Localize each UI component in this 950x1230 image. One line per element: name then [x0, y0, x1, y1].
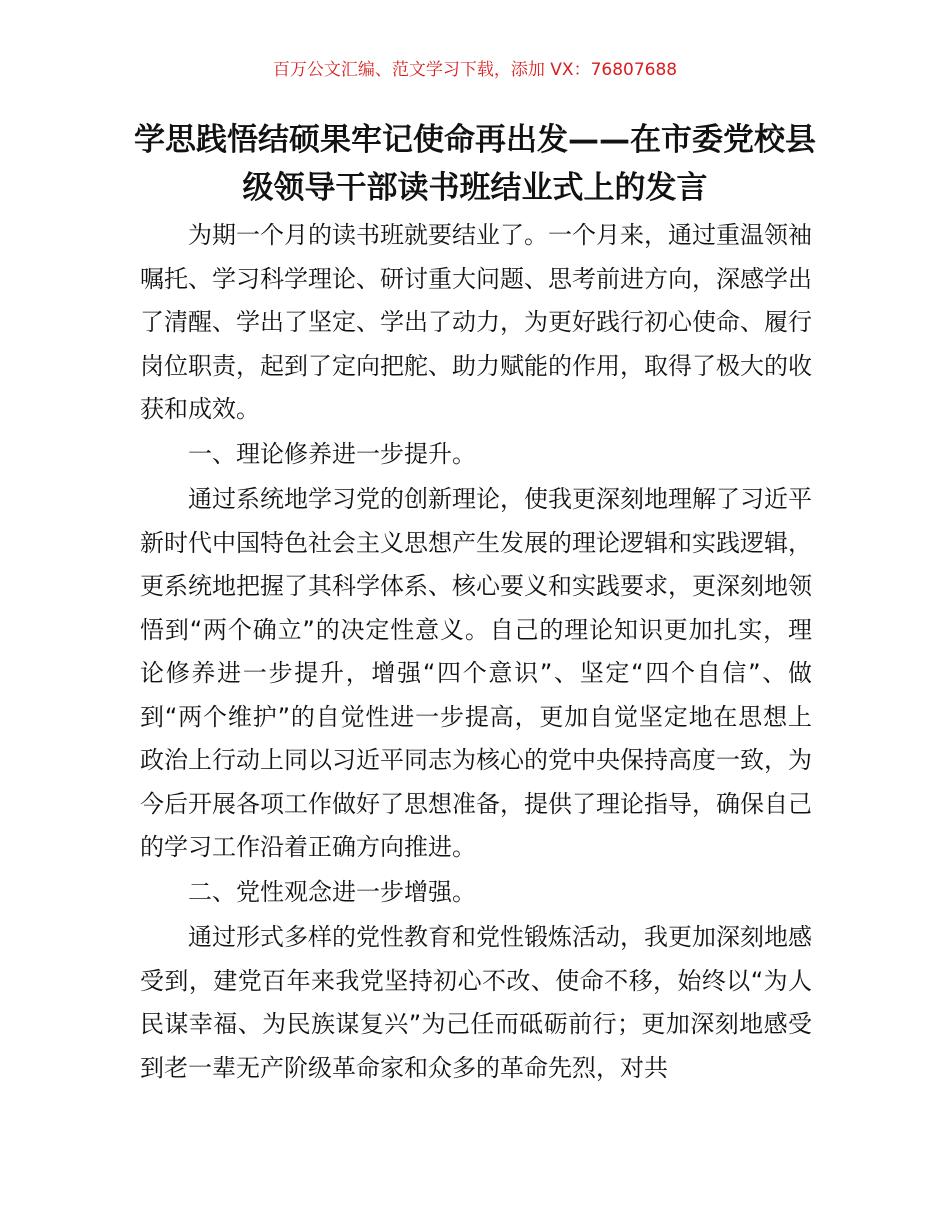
document-body — [140, 214, 812, 1090]
section-heading-1: 一、理论修养进一步提升。 — [188, 440, 476, 468]
header-ad-text: 百万公文汇编、范文学习下载，添加 VX：76807688 — [272, 60, 678, 80]
document-title: 学思践悟结硕果牢记使命再出发——在市委党校县级领导干部读书班结业式上的发言 — [134, 122, 816, 206]
section-body-2: 通过形式多样的党性教育和党性锻炼活动，我更加深刻地感受到，建党百年来我党坚持初心不改、使命不移，始终以“为人民谋幸福、为民族谋复兴”为己任而砥砺前行；更加深刻地感受到老一辈无产阶级革命家和众多的革命先烈，对共 — [140, 923, 812, 1082]
section-body-1: 通过系统地学习党的创新理论，使我更深刻地理解了习近平新时代中国特色社会主义思想产生发展的理论逻辑和实践逻辑，更系统地把握了其科学体系、核心要义和实践要求，更深刻地领悟到“两个确立”的决定性意义。自己的理论知识更加扎实，理论修养进一步提升，增强“四个意识”、坚定“四个自信”、做到“两个维护”的自觉性进一步提高，更加自觉坚定地在思想上政治上行动上同以习近平同志为核心的党中央保持高度一致，为今后开展各项工作做好了思想准备，提供了理论指导，确保自己的学习工作沿着正确方向推进。 — [140, 485, 812, 861]
intro-paragraph: 为期一个月的读书班就要结业了。一个月来，通过重温领袖嘱托、学习科学理论、研讨重大问题、思考前进方向，深感学出了清醒、学出了坚定、学出了动力，为更好践行初心使命、履行岗位职责，起到了定向把舵、助力赋能的作用，取得了极大的收获和成效。 — [140, 221, 812, 423]
section-heading-2: 二、党性观念进一步增强。 — [188, 878, 476, 906]
